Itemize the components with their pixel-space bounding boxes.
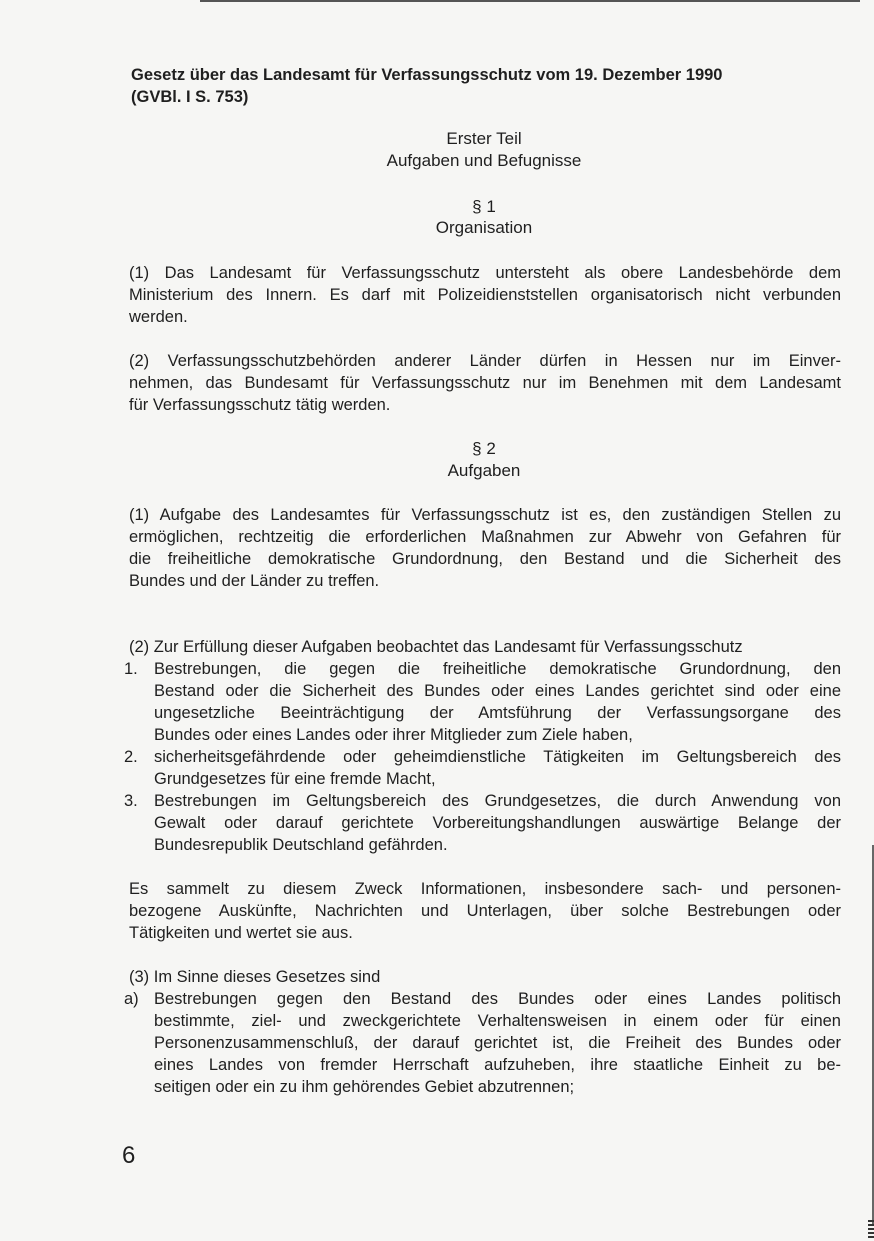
section-1-title: Organisation (435, 218, 533, 237)
list-marker: a) (124, 990, 139, 1008)
section-2-title: Aufgaben (447, 461, 521, 480)
page-number: 6 (122, 1142, 136, 1169)
section-2-lettered-list (124, 988, 841, 1098)
text-line: seitigen oder ein zu ihm gehörendes Gebiet abzutrennen; (154, 1078, 575, 1096)
text-line: Bestrebungen im Geltungsbereich des Grundgesetzes, die durch Anwendung von (154, 792, 841, 810)
text-line: (3) Im Sinne dieses Gesetzes sind (129, 968, 381, 986)
text-line: Bestand oder die Sicherheit des Bundes oder eines Landes gerichtet sind oder eine (154, 682, 841, 700)
text-line: Es sammelt zu diesem Zweck Informationen, insbesondere sach- und personen- (129, 880, 841, 898)
section-2-numbered-list (124, 658, 841, 856)
list-item (124, 790, 841, 856)
text-line: bezogene Auskünfte, Nachrichten und Unterlagen, über solche Bestrebungen oder (129, 902, 841, 920)
top-scan-line (200, 0, 860, 2)
text-line: nehmen, das Bundesamt für Verfassungsschutz nur im Benehmen mit dem Landesamt (129, 374, 841, 392)
text-line: Tätigkeiten und wertet sie aus. (129, 924, 353, 942)
text-line: eines Landes von fremder Herrschaft aufzuheben, ihre staatliche Einheit zu be- (154, 1056, 841, 1074)
text-line: Personenzusammenschluß, der darauf gerichtet ist, die Freiheit des Bundes oder (154, 1034, 841, 1052)
text-line: Ministerium des Innern. Es darf mit Polizeidienststellen organisatorisch nicht verbunden (129, 286, 841, 304)
text-line: ungesetzliche Beeinträchtigung der Amtsführung der Verfassungsorgane des (154, 704, 841, 722)
text-line: die freiheitliche demokratische Grundordnung, den Bestand und die Sicherheit des (129, 550, 841, 568)
text-line: für Verfassungsschutz tätig werden. (129, 396, 391, 414)
section-1-number: § 1 (472, 197, 496, 216)
part-subtitle: Aufgaben und Befugnisse (386, 151, 582, 170)
text-line: (2) Verfassungsschutzbehörden anderer Länder dürfen in Hessen nur im Einver- (129, 352, 841, 370)
law-title (131, 64, 821, 108)
part-heading: Erster Teil (446, 129, 522, 148)
section-1-paragraph-2 (129, 350, 841, 416)
section-2-number: § 2 (472, 439, 496, 458)
text-line: sicherheitsgefährdende oder geheimdienstliche Tätigkeiten im Geltungsbereich des (154, 748, 841, 766)
text-line: Bundes oder eines Landes oder ihrer Mitglieder zum Ziele haben, (154, 726, 633, 744)
text-line: ermöglichen, rechtzeitig die erforderlichen Maßnahmen zur Abwehr von Gefahren für (129, 528, 841, 546)
section-1-paragraph-1 (129, 262, 841, 328)
text-line: Bundes und der Länder zu treffen. (129, 572, 380, 590)
list-item (124, 988, 841, 1098)
list-item (124, 746, 841, 790)
scan-edge-mark (868, 1220, 874, 1240)
section-2-paragraph-1 (129, 504, 841, 592)
text-line: Gewalt oder darauf gerichtete Vorbereitungshandlungen auswärtige Belange der (154, 814, 841, 832)
text-line: bestimmte, ziel- und zweckgerichtete Verhaltensweisen in einem oder für einen (154, 1012, 841, 1030)
section-2-paragraph-2-outro (129, 878, 841, 944)
text-line: (1) Das Landesamt für Verfassungsschutz untersteht als obere Landesbehörde dem (129, 264, 841, 282)
list-marker: 3. (124, 792, 138, 810)
list-item (124, 658, 841, 746)
section-2-paragraph-3-intro (129, 966, 841, 988)
section-2-paragraph-2-intro (129, 636, 841, 658)
list-marker: 2. (124, 748, 138, 766)
text-line: Bestrebungen, die gegen die freiheitliche demokratische Grundordnung, den (154, 660, 841, 678)
law-title-line-2: (GVBl. I S. 753) (131, 88, 249, 106)
text-line: werden. (129, 308, 188, 326)
list-marker: 1. (124, 660, 138, 678)
text-line: Bundesrepublik Deutschland gefährden. (154, 836, 448, 854)
text-line: (1) Aufgabe des Landesamtes für Verfassungsschutz ist es, den zuständigen Stellen zu (129, 506, 841, 524)
text-line: Bestrebungen gegen den Bestand des Bundes oder eines Landes politisch (154, 990, 841, 1008)
text-line: (2) Zur Erfüllung dieser Aufgaben beobachtet das Landesamt für Verfassungsschutz (129, 638, 743, 656)
law-title-line-1: Gesetz über das Landesamt für Verfassungsschutz vom 19. Dezember 1990 (131, 66, 723, 84)
text-line: Grundgesetzes für eine fremde Macht, (154, 770, 436, 788)
